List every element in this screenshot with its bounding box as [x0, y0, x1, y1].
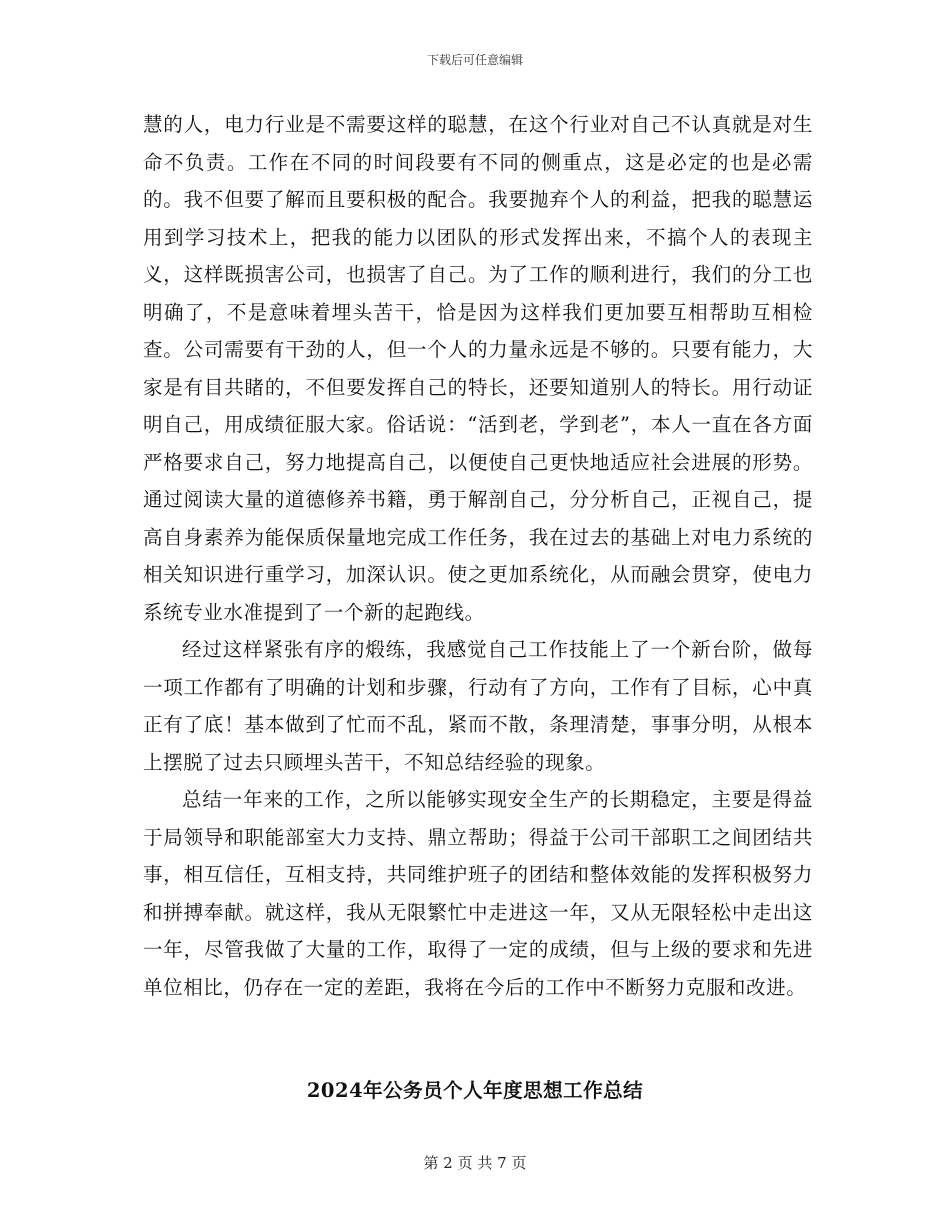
- paragraph-summary: 总结一年来的工作，之所以能够实现安全生产的长期稳定，主要是得益于局领导和职能部室大力支持、鼎立帮助；得益于公司干部职工之间团结共事，相互信任，互相支持，共同维护班子的团结和整体效能的发挥积极努力和拼搏奉献。就这样，我从无限繁忙中走进这一年，又从无限轻松中走出这一年，尽管我做了大量的工作，取得了一定的成绩，但与上级的要求和先进单位相比，仍存在一定的差距，我将在今后的工作中不断努力克服和改进。: [143, 788, 813, 999]
- page-number: 第 2 页 共 7 页: [423, 1154, 527, 1172]
- paragraph-continued: 慧的人，电力行业是不需要这样的聪慧，在这个行业对自己不认真就是对生命不负责。工作在不同的时间段要有不同的侧重点，这是必定的也是必需的。我不但要了解而且要积极的配合。我要抛弃个人的利益，把我的聪慧运用到学习技术上，把我的能力以团队的形式发挥出来，不搞个人的表现主义，这样既损害公司，也损害了自己。为了工作的顺利进行，我们的分工也明确了，不是意味着埋头苦干，恰是因为这样我们更加要互相帮助互相检查。公司需要有干劲的人，但一个人的力量永远是不够的。只要有能力，大家是有目共睹的，不但要发挥自己的特长，还要知道别人的特长。用行动证明自己，用成绩征服大家。俗话说：“活到老，学到老”，本人一直在各方面严格要求自己，努力地提高自己，以便使自己更快地适应社会进展的形势。通过阅读大量的道德修养书籍，勇于解剖自己，分分析自己，正视自己，提高自身素养为能保质保量地完成工作任务，我在过去的基础上对电力系统的相关知识进行重学习，加深认识。使之更加系统化，从而融会贯穿，使电力系统专业水准提到了一个新的起跑线。: [143, 113, 813, 624]
- section-title: 2024年公务员个人年度思想工作总结: [306, 1079, 644, 1102]
- page-header-note: 下载后可任意编辑: [426, 53, 523, 67]
- document-body: [143, 106, 813, 1006]
- paragraph-progress: 经过这样紧张有序的煅练，我感觉自己工作技能上了一个新台阶，做每一项工作都有了明确的计划和步骤，行动有了方向，工作有了目标，心中真正有了底！基本做到了忙而不乱，紧而不散，条理清楚，事事分明，从根本上摆脱了过去只顾埋头苦干，不知总结经验的现象。: [143, 638, 813, 774]
